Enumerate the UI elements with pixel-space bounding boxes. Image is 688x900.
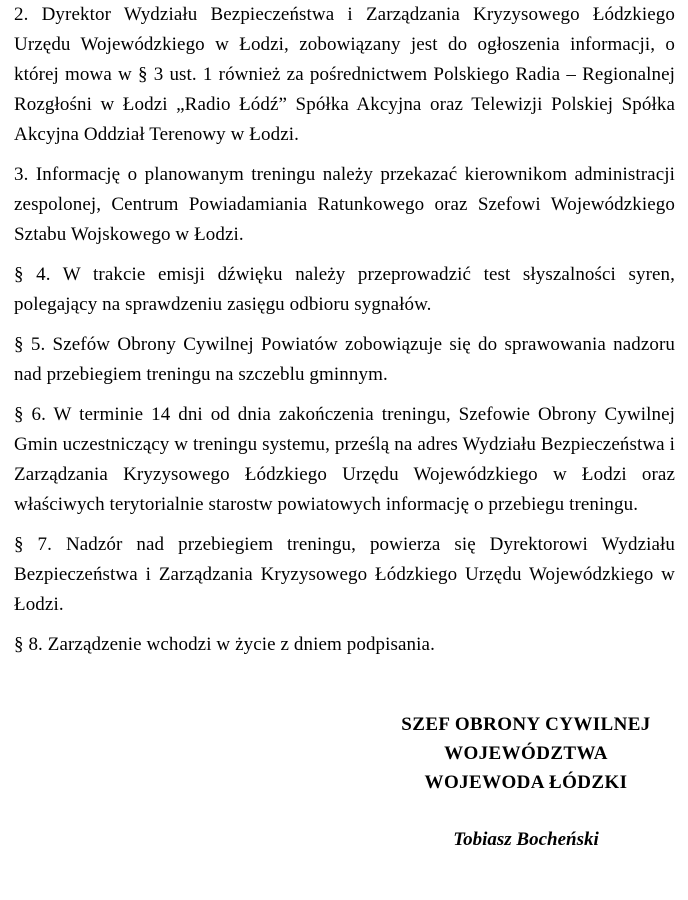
- signature-title-line: SZEF OBRONY CYWILNEJ: [401, 714, 651, 735]
- section-5: § 5. Szefów Obrony Cywilnej Powiatów zobowiązuje się do sprawowania nadzoru nad przebiegiem treningu na szczeblu gminnym.: [14, 334, 675, 385]
- paragraph-3: 3. Informację o planowanym treningu należy przekazać kierownikom administracji zespolonej, Centrum Powiadamiania Ratunkowego oraz Szefowi Wojewódzkiego Sztabu Wojskowego w Łodzi.: [14, 164, 675, 245]
- section-8: § 8. Zarządzenie wchodzi w życie z dniem podpisania.: [14, 634, 435, 655]
- signature-block: [366, 710, 686, 855]
- signature-title-line: WOJEWODA ŁÓDZKI: [424, 772, 628, 793]
- section-4: § 4. W trakcie emisji dźwięku należy przeprowadzić test słyszalności syren, polegający na sprawdzeniu zasięgu odbioru sygnałów.: [14, 264, 675, 315]
- signature-title-line: WOJEWÓDZTWA: [444, 743, 608, 764]
- section-7: § 7. Nadzór nad przebiegiem treningu, powierza się Dyrektorowi Wydziału Bezpieczeństwa i Zarządzania Kryzysowego Łódzkiego Urzędu Wojewódzkiego w Łodzi.: [14, 534, 675, 615]
- section-6: § 6. W terminie 14 dni od dnia zakończenia treningu, Szefowie Obrony Cywilnej Gmin uczestniczący w treningu systemu, prześlą na adres Wydziału Bezpieczeństwa i Zarządzania Kryzysowego Łódzkiego Urzędu Wojewódzkiego w Łodzi oraz właściwych terytorialnie starostw powiatowych informację o przebiegu treningu.: [14, 404, 675, 515]
- signatory-name: Tobiasz Bocheński: [453, 829, 599, 850]
- paragraph-2: 2. Dyrektor Wydziału Bezpieczeństwa i Zarządzania Kryzysowego Łódzkiego Urzędu Wojewódzkiego w Łodzi, zobowiązany jest do ogłoszenia informacji, o której mowa w § 3 ust. 1 również za pośrednictwem Polskiego Radia – Regionalnej Rozgłośni w Łodzi „Radio Łódź” Spółka Akcyjna oraz Telewizji Polskiej Spółka Akcyjna Oddział Terenowy w Łodzi.: [14, 4, 675, 145]
